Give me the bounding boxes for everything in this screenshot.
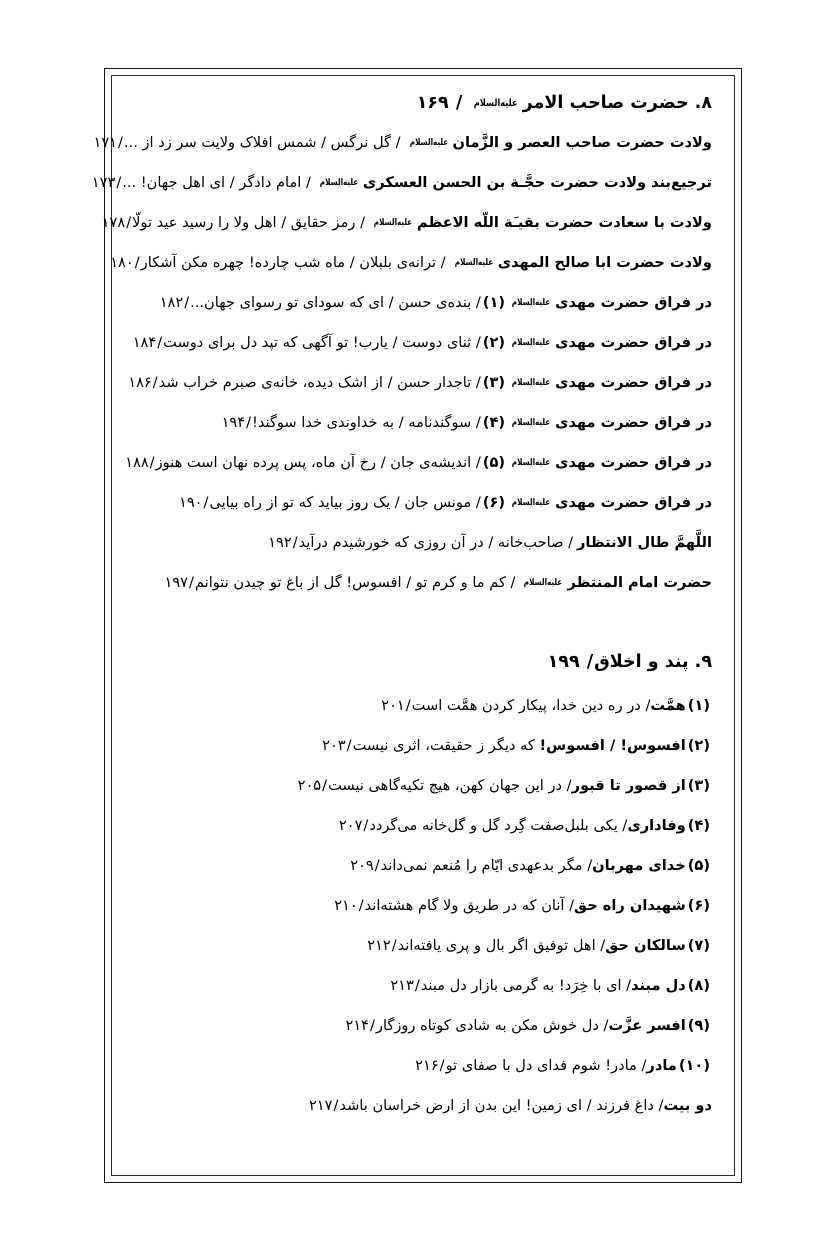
entry-title: سالکان حق [605, 937, 686, 955]
toc-content [91, 90, 712, 1161]
page-number: ۲۰۱ [381, 697, 405, 715]
toc-entry[interactable] [134, 323, 712, 363]
toc-entry[interactable] [134, 886, 712, 926]
entry-title: ترجیع‌بند ولادت حضرت حجَّـة بن الحسن العسکری [362, 174, 712, 192]
section-title: حضرت صاحب الامر [522, 93, 689, 113]
separator: / [363, 817, 369, 835]
separator: / [322, 777, 328, 795]
page-number: ۲۰۳ [322, 737, 346, 755]
entry-index: (۸) [687, 977, 710, 995]
page-number: ۱۹۰ [179, 494, 203, 512]
entry-index: (۴) [482, 414, 506, 432]
separator: / [333, 1097, 339, 1115]
toc-entry[interactable] [134, 283, 712, 323]
entry-title: همَّت [650, 697, 686, 715]
toc-entry[interactable] [134, 563, 712, 603]
page-number: ۱۷۸ [101, 214, 126, 232]
page-number: ۱۹۴ [221, 414, 246, 432]
toc-entry[interactable] [134, 403, 712, 443]
entry-subtitle: / آنان که در طریق ولا گام هشته‌اند [364, 897, 575, 915]
entry-title: در فراق حضرت مهدی [555, 494, 712, 512]
page-number: ۱۸۲ [159, 294, 184, 312]
toc-section [134, 649, 712, 1126]
entry-title: در فراق حضرت مهدی [555, 374, 712, 392]
page-number: ۱۸۰ [110, 254, 134, 272]
entry-subtitle: / در این جهان کهن، هیچ تکیه‌گاهی نیست [328, 777, 572, 795]
honorific-mark: علیه‌السلام [319, 178, 359, 189]
entry-title: شهیدان راه حق [574, 897, 686, 915]
toc-entry[interactable] [134, 686, 712, 726]
entry-index: (۳) [482, 374, 506, 392]
honorific-mark: علیه‌السلام [511, 418, 551, 429]
entry-subtitle: / مادر! شوم فدای دل با صفای تو [445, 1057, 647, 1075]
honorific-mark: علیه‌السلام [511, 378, 551, 389]
entry-subtitle: که دیگر ز حقیقت، اثری نیست [352, 737, 540, 755]
honorific-mark: علیه‌السلام [454, 258, 493, 269]
honorific-mark: علیه‌السلام [511, 458, 551, 469]
separator: / [184, 294, 190, 312]
page-number: ۱۸۴ [132, 334, 157, 352]
page-number: ۱۷۳ [91, 174, 116, 192]
entry-list [134, 686, 712, 1126]
toc-entry[interactable] [134, 1086, 712, 1126]
toc-entry[interactable] [134, 1046, 712, 1086]
separator: / [152, 374, 158, 392]
honorific-mark: علیه‌السلام [511, 498, 551, 509]
entry-index: (۵) [482, 454, 506, 472]
entry-index: (۱) [687, 697, 710, 715]
separator: / [149, 454, 155, 472]
entry-title: در فراق حضرت مهدی [555, 334, 712, 352]
separator: / [414, 977, 420, 995]
entry-subtitle: / بنده‌ی حسن / ای که سودای تو رسوای جهان... [190, 294, 481, 312]
entry-subtitle: / اندیشه‌ی جان / رخ آن ماه، پس پرده نهان است هنوز [155, 454, 481, 472]
separator: / [369, 1017, 375, 1035]
toc-entry[interactable] [91, 163, 712, 203]
page-number: ۲۱۶ [415, 1057, 439, 1075]
entry-title: در فراق حضرت مهدی [555, 414, 712, 432]
page-number: ۱۷۱ [93, 134, 118, 152]
toc-entry[interactable] [134, 1006, 712, 1046]
toc-entry[interactable] [101, 203, 712, 243]
separator: / [157, 334, 163, 352]
entry-title: اللَّهمَّ طال الانتظار [577, 534, 712, 552]
separator: / [134, 254, 140, 272]
entry-title: مادر [646, 1057, 677, 1075]
entry-title: دل مبند [631, 977, 686, 995]
entry-index: (۹) [687, 1017, 710, 1035]
section-title: پند و اخلاق [594, 652, 689, 673]
entry-subtitle: / تاجدار حسن / از اشک دیده، خانه‌ی صبرم خراب شد [158, 374, 481, 392]
separator: / [246, 414, 251, 432]
toc-entry[interactable] [125, 443, 712, 483]
separator: / [116, 174, 122, 192]
section-heading [134, 649, 712, 676]
toc-entry[interactable] [93, 123, 712, 163]
entry-title: در فراق حضرت مهدی [555, 454, 712, 472]
entry-index: (۲) [482, 334, 506, 352]
entry-index: (۴) [687, 817, 710, 835]
entry-subtitle: / مونس جان / یک روز بیاید که تو از راه بیایی [209, 494, 481, 512]
entry-index: (۱۰) [678, 1057, 710, 1075]
page-number: ۱۹۷ [164, 574, 188, 592]
honorific-mark: علیه‌السلام [474, 98, 518, 110]
entry-title: از قصور تا قبور [571, 777, 686, 795]
separator: / [203, 494, 209, 512]
entry-index: (۱) [482, 294, 506, 312]
honorific-mark: علیه‌السلام [373, 218, 413, 229]
entry-index: (۳) [687, 777, 710, 795]
toc-entry[interactable] [134, 846, 712, 886]
toc-entry[interactable] [110, 243, 712, 283]
toc-section [91, 90, 712, 603]
separator: / [586, 652, 594, 673]
entry-title: حضرت امام المنتظر [567, 574, 712, 592]
entry-subtitle: / یکی بلبل‌صفت گِرد گل و گل‌خانه می‌گردد [369, 817, 628, 835]
entry-subtitle: / دل خوش مکن به شادی کوتاه روزگار [375, 1017, 609, 1035]
toc-entry[interactable] [134, 766, 712, 806]
page-number: ۱۸۶ [128, 374, 152, 392]
page-number: ۲۰۵ [297, 777, 322, 795]
separator: / [391, 937, 397, 955]
entry-title: دو بیت [663, 1097, 712, 1115]
separator: / [189, 574, 194, 592]
page-number: ۱۸۸ [125, 454, 149, 472]
separator: / [118, 134, 123, 152]
entry-title: ولادت حضرت ابا صالح المهدی [497, 254, 712, 272]
separator: / [439, 1057, 445, 1075]
separator: / [126, 214, 132, 232]
entry-subtitle: / کم ما و کرم تو / افسوس! گل از باغ تو چیدن نتوانم [194, 574, 516, 592]
entry-title: در فراق حضرت مهدی [555, 294, 712, 312]
entry-subtitle: / داغ فرزند / ای زمین! این بدن از ارض خراسان باشد [339, 1097, 664, 1115]
entry-title: ولادت با سعادت حضرت بقیـَة اللّه الاعظم [417, 214, 712, 232]
page-number: ۱۶۹ [416, 93, 449, 113]
separator: / [455, 93, 463, 113]
toc-entry[interactable] [134, 483, 712, 523]
entry-subtitle: / اهل توفیق اگر بال و پری یافته‌اند [397, 937, 606, 955]
section-heading [134, 90, 712, 117]
entry-index: (۷) [687, 937, 710, 955]
entry-subtitle: / صاحب‌خانه / در آن روزی که خورشیدم درآید [298, 534, 574, 552]
page-frame-outer [91, 68, 742, 1183]
honorific-mark: علیه‌السلام [511, 298, 551, 309]
page-number: ۲۱۰ [334, 897, 358, 915]
page-number: ۱۹۲ [268, 534, 292, 552]
entry-subtitle: / ای با خِرَد! به گرمی بازار دل مبند [420, 977, 632, 995]
entry-index: (۶) [482, 494, 506, 512]
entry-subtitle: / گل نرگس / شمس افلاک ولایت سر زد از ... [123, 134, 401, 152]
page-number: ۲۰۷ [338, 817, 363, 835]
entry-subtitle: / رمز حقایق / اهل ولا را رسید عید تولّا [132, 214, 366, 232]
toc-entry[interactable] [134, 726, 712, 766]
honorific-mark: علیه‌السلام [511, 338, 551, 349]
section-number: ۸. [694, 93, 712, 113]
entry-index [446, 254, 450, 271]
page-number: ۲۰۹ [350, 857, 374, 875]
entry-subtitle: / امام دادگر / ای اهل جهان! ... [122, 174, 311, 192]
honorific-mark: علیه‌السلام [409, 138, 448, 149]
section-gap [134, 603, 712, 649]
entry-index [365, 214, 369, 231]
separator: / [374, 857, 380, 875]
entry-index [311, 174, 315, 191]
entry-index [401, 134, 405, 151]
page-number: ۲۱۴ [345, 1017, 369, 1035]
section-number: ۹. [694, 652, 712, 673]
entry-subtitle: / مگر بدعهدی ایّام را مُنعم نمی‌داند [380, 857, 593, 875]
separator: / [292, 534, 298, 552]
entry-index [515, 574, 519, 591]
toc-entry[interactable] [128, 363, 712, 403]
toc-entry[interactable] [134, 966, 712, 1006]
page-number: ۲۱۷ [308, 1097, 333, 1115]
entry-title: افسوس! / افسوس! [539, 737, 686, 755]
entry-index: (۶) [687, 897, 710, 915]
page-number: ۲۱۲ [367, 937, 391, 955]
entry-title: وفاداری [627, 817, 686, 835]
entry-title: خدای مهربان [592, 857, 686, 875]
entry-subtitle: / در ره دین خدا، پیکار کردن همَّت است [411, 697, 651, 715]
entry-subtitle: / سوگندنامه / به خداوندی خدا سوگند! [252, 414, 481, 432]
separator: / [405, 697, 411, 715]
separator: / [346, 737, 352, 755]
toc-entry[interactable] [134, 926, 712, 966]
separator: / [358, 897, 364, 915]
toc-entry[interactable] [134, 806, 712, 846]
toc-entry[interactable] [134, 523, 712, 563]
entry-list [91, 123, 712, 603]
entry-subtitle: / ثنای دوست / یارب! تو آگهی که تپد دل برای دوست [163, 334, 481, 352]
entry-title: ولادت حضرت صاحب العصر و الزَّمان [452, 134, 712, 152]
entry-subtitle: / ترانه‌ی بلبلان / ماه شب چارده! چهره مکن آشکار [140, 254, 446, 272]
page-number: ۲۱۳ [390, 977, 414, 995]
entry-index: (۵) [687, 857, 710, 875]
honorific-mark: علیه‌السلام [524, 578, 563, 589]
page-frame-inner [91, 75, 735, 1176]
entry-title: افسر عزَّت [608, 1017, 686, 1035]
page-number: ۱۹۹ [547, 652, 580, 673]
entry-index: (۲) [687, 737, 710, 755]
